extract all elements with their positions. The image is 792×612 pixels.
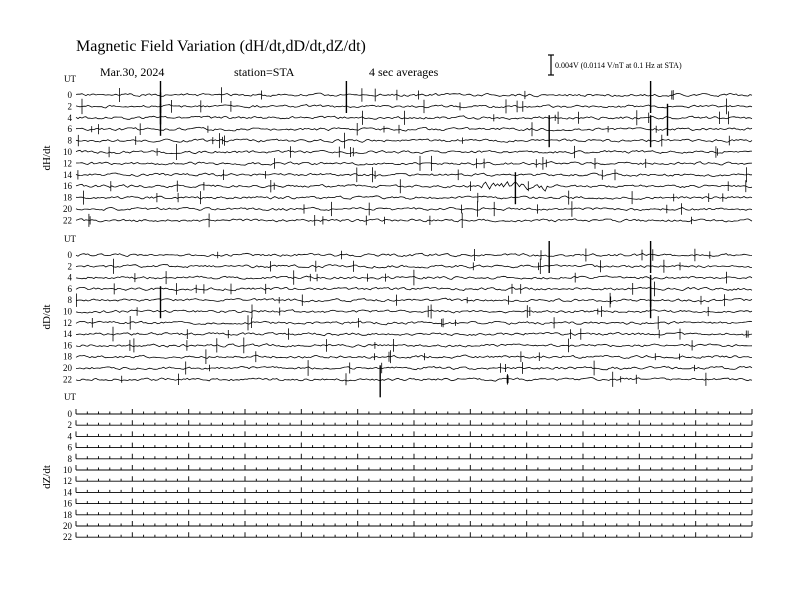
trace-row-10 [63,465,752,475]
trace-row-4 [68,104,753,136]
trace-line [76,499,752,504]
row-hour-label: 18 [63,192,72,203]
row-hour-label: 8 [67,453,72,464]
row-hour-label: 0 [67,409,72,419]
row-hour-label: 14 [63,487,72,498]
trace-row-18 [63,510,752,520]
trace-row-22 [63,213,752,228]
trace-row-14 [63,167,752,182]
trace-line [76,349,752,364]
trace-line [76,431,752,436]
row-hour-label: 6 [67,442,72,453]
row-hour-label: 16 [63,498,72,509]
trace-line [76,213,752,228]
trace-line [76,409,752,414]
averaging-label: 4 sec averages [369,65,439,79]
trace-line [76,465,752,470]
trace-row-12 [63,156,752,171]
trace-row-14 [63,327,752,342]
trace-row-22 [63,365,752,397]
row-hour-label: 18 [63,509,72,520]
panel-dddt [41,234,752,397]
row-hour-label: 4 [67,272,72,283]
row-hour-label: 10 [63,465,72,475]
trace-row-2 [68,420,753,430]
trace-row-4 [68,431,753,441]
trace-row-14 [63,487,752,497]
trace-line [76,510,752,515]
panel-dhdt [41,74,752,228]
scale-note: 0.004V (0.0114 V/nT at 0.1 Hz at STA) [555,61,682,70]
row-hour-label: 2 [67,420,72,431]
row-hour-label: 12 [63,317,72,328]
row-hour-label: 0 [67,90,72,100]
trace-line [76,167,752,182]
row-hour-label: 22 [63,215,72,226]
trace-line [76,532,752,537]
trace-row-20 [63,360,752,376]
row-hour-label: 8 [67,135,72,146]
date-label: Mar.30, 2024 [100,65,165,79]
trace-row-16 [63,169,752,204]
trace-row-2 [68,92,753,124]
row-hour-label: 16 [63,340,72,351]
trace-row-16 [63,338,752,354]
trace-line [76,443,752,448]
trace-row-12 [63,315,752,330]
station-label: station=STA [234,65,295,79]
row-hour-label: 14 [63,329,72,340]
trace-row-22 [63,532,752,542]
row-hour-label: 4 [67,112,72,123]
trace-row-8 [68,133,753,149]
trace-line [76,487,752,492]
trace-row-2 [68,259,753,274]
trace-line [76,201,752,217]
component-axis-label: dH/dt [41,145,53,171]
row-hour-label: 10 [63,147,72,157]
chart-title: Magnetic Field Variation (dH/dt,dD/dt,dZ/dt) [76,38,366,55]
trace-line [76,191,752,205]
row-hour-label: 20 [63,363,72,373]
row-hour-label: 22 [63,374,72,385]
trace-row-0 [68,409,753,419]
trace-row-8 [68,454,753,464]
trace-row-12 [63,476,752,486]
trace-line [76,338,752,354]
row-hour-label: 10 [63,306,72,317]
row-hour-label: 18 [63,351,72,362]
trace-line [76,372,752,387]
trace-row-20 [63,201,752,217]
trace-line [76,327,752,342]
trace-row-20 [63,521,752,531]
trace-line [76,156,752,171]
row-hour-label: 4 [67,431,72,442]
trace-line [76,454,752,459]
trace-row-4 [68,270,753,286]
row-hour-label: 20 [63,204,72,214]
ut-axis-label: UT [64,392,76,402]
row-hour-label: 20 [63,521,72,531]
trace-line [76,179,752,193]
trace-row-0 [68,81,753,113]
trace-row-6 [68,443,753,453]
row-hour-label: 0 [67,250,72,260]
row-hour-label: 2 [67,101,72,112]
row-hour-label: 6 [67,283,72,294]
ut-axis-label: UT [64,234,76,244]
component-axis-label: dD/dt [41,304,53,330]
trace-line [76,360,752,376]
row-hour-label: 16 [63,181,72,192]
trace-line [76,476,752,481]
row-hour-label: 6 [67,124,72,135]
trace-line [76,521,752,526]
trace-row-16 [63,499,752,509]
row-hour-label: 12 [63,158,72,169]
trace-row-6 [67,272,753,307]
row-hour-label: 12 [63,476,72,487]
trace-row-18 [63,349,752,364]
panel-dzdt [41,392,752,542]
trace-row-6 [67,112,753,147]
trace-row-18 [63,191,752,205]
trace-line [76,420,752,425]
row-hour-label: 14 [63,169,72,180]
row-hour-label: 22 [63,532,72,543]
component-axis-label: dZ/dt [41,465,53,489]
trace-row-10 [63,144,752,160]
ut-axis-label: UT [64,74,76,84]
trace-row-0 [68,241,753,273]
trace-row-10 [63,305,752,319]
row-hour-label: 2 [67,261,72,272]
row-hour-label: 8 [67,295,72,306]
